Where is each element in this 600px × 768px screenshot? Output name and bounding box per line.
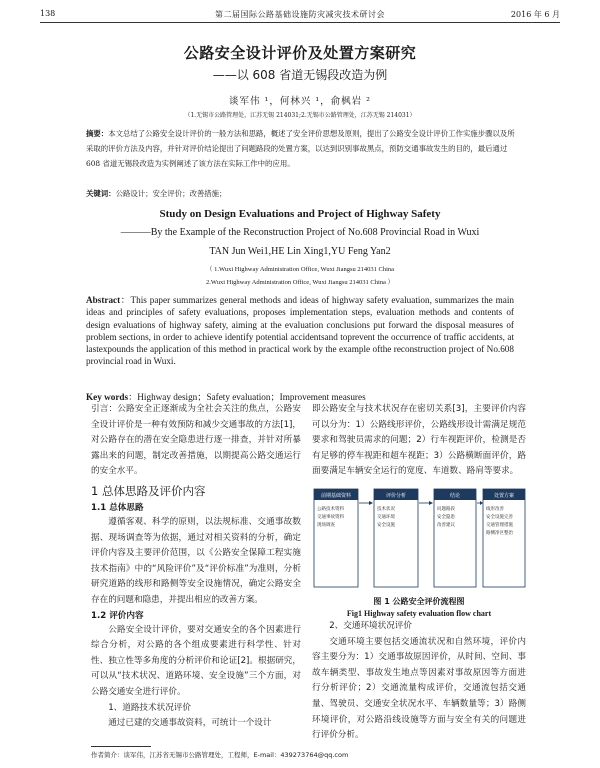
abstract-en-text: ：This paper summarizes general methods and ideas of highway safety evaluation, summarizes the main ideas and principles of safety evaluations, proposes implementation steps, evaluation methods and contents of design evaluations of highway safety, aiming at the evaluation conclusions put forward the disposal measures of problem sections, in order to achieve identify potential accidentsand toprevent the occurrence of traffic accidents, at lastexpounds the application of this method in practical work by the example ofthe reconstruction project of No.608 provincial road in Wuxi. xyxy=(86,295,514,367)
paragraph-evaluation-content: 公路安全设计评价，要对交通安全的各个因素进行综合分析，对公路的各个组成要素进行科学性、针对性、独立性等多角度的分析评价和论证[2]。根据研究，可以从“技术状况、道路环境、安全设施”三个方面，对公路交通安全进行评价。 xyxy=(91,624,301,697)
flow-box-4-item-3: 交通管理措施 xyxy=(486,522,513,528)
paragraph-road-technical: 通过已建的交通事故资料，可统计一个设计 xyxy=(108,718,272,729)
affiliations-cn: （1.无锡市公路管理处，江苏无锡 214031;2.无锡市公路管理处，江苏无锡 214031） xyxy=(184,112,416,119)
flow-arrowhead-1 xyxy=(369,501,373,505)
authors-en: TAN Jun Wei1,HE Lin Xing1,YU Feng Yan2 xyxy=(209,246,391,257)
affiliation-en-2: 2.Wuxi Highway Administration Office, Wuxi Jiangsu 214031 China ） xyxy=(205,279,395,286)
abstract-cn xyxy=(86,126,516,171)
abstract-cn-text: 本文总结了公路安全设计评价的一般方法和思路，概述了安全评价思想及原则，提出了公路安全设计评价工作实施步骤以及所采取的评价方法及内容，并针对评价结论提出了问题路段的处置方案，以达到识别事故黑点，预防交通事故发生的目的，最后通过 608 省道无锡段改造为实例阐述了该方法在实际工作中的应用。 xyxy=(86,129,515,168)
section-heading-1: 1 总体思路及评价内容 xyxy=(91,483,206,498)
keywords-en xyxy=(86,389,514,403)
running-header xyxy=(40,9,560,23)
flow-box-4 xyxy=(483,489,525,587)
page-number: 138 xyxy=(40,9,56,18)
flow-box-4-item-2: 安全设施完善 xyxy=(486,514,513,520)
flow-box-3-item-2: 安全隐患 xyxy=(437,514,455,520)
flow-box-2-title: 评价分析 xyxy=(385,492,407,499)
body-column-right xyxy=(312,402,526,744)
keywords-cn-text: 公路设计；安全评价；改善措施； xyxy=(115,189,227,198)
abstract-en xyxy=(86,294,514,368)
flowchart-figure xyxy=(312,483,526,595)
item-heading-traffic-environment: 2、交通环境状况评价 xyxy=(329,620,412,631)
subsection-heading-1-1: 1.1 总体思路 xyxy=(91,502,144,513)
publication-date: 2016 年 6 月 xyxy=(510,10,560,19)
flowchart-svg xyxy=(312,483,526,595)
flow-box-1-item-3: 现场调查 xyxy=(317,522,335,528)
flow-box-1-title: 前期基础资料 xyxy=(320,492,352,499)
flow-box-3 xyxy=(434,489,476,587)
flow-box-2-item-2: 交通环境 xyxy=(377,514,395,520)
flow-box-1-item-1: 公路技术资料 xyxy=(317,506,344,512)
authors-cn: 谈军伟 ¹，何林兴 ¹，俞枫岩 ² xyxy=(229,96,371,107)
body-column-left xyxy=(91,402,301,732)
flow-box-1 xyxy=(314,489,358,587)
keywords-cn-label: 关键词： xyxy=(86,189,116,198)
paper-title-cn: 公路安全设计评价及处置方案研究 xyxy=(183,44,417,62)
figure-caption-en: Fig1 Highway safety evaluation flow chart xyxy=(346,608,492,618)
subsection-heading-1-2: 1.2 评价内容 xyxy=(91,610,144,621)
flow-box-2-item-3: 安全设施 xyxy=(377,522,395,528)
affiliation-en-1: （ 1.Wuxi Highway Administration Office, Wuxi Jiangsu 214031 China xyxy=(205,266,395,273)
conference-name: 第二届国际公路基础设施防灾减灾技术研讨会 xyxy=(215,10,385,19)
item-heading-road-technical: 1、道路技术状况评价 xyxy=(108,702,191,713)
keywords-en-label: Key words xyxy=(86,392,129,402)
flow-box-2 xyxy=(374,489,418,587)
flow-box-3-item-1: 问题路段 xyxy=(437,506,455,512)
flow-box-4-title: 处置方案 xyxy=(493,492,515,499)
author-footnote: 作者简介：谈军伟，江苏省无锡市公路管理处，工程师，E-mail：439273764@qq.com xyxy=(91,751,349,759)
keywords-en-text: ：Highway design；Safety evaluation；Improvement measures xyxy=(128,392,366,402)
flow-box-3-item-3: 改善建议 xyxy=(437,522,455,528)
figure-caption-cn: 图 1 公路安全评价流程图 xyxy=(373,596,465,606)
flow-box-3-title: 结论 xyxy=(449,492,461,499)
flow-arrowhead-3 xyxy=(480,501,483,505)
flow-box-4-item-1: 线形改善 xyxy=(486,506,504,512)
flow-box-1-item-2: 交通事故资料 xyxy=(317,514,344,520)
keywords-cn xyxy=(86,188,516,199)
abstract-en-label: Abstract xyxy=(86,295,121,305)
paper-subtitle-cn: ——以 608 省道无锡段改造为例 xyxy=(212,68,388,82)
abstract-cn-label: 摘要： xyxy=(86,129,109,138)
paragraph-traffic-environment: 交通环境主要包括交通流状况和自然环境，评价内容主要分为：1）交通事故原因评价，从时间、空间、事故车辆类型、事故发生地点等因素对事故原因等方面进行分析评价；2）交通流量构成评价，交通流包括交通量、驾驶员、交通安全状况水平、车辆数量等；3）路侧环境评价，对公路沿线设施等方面与安全有关的问题进行评价分析。 xyxy=(312,636,526,741)
paragraph-general-approach: 遵循客观、科学的原则，以法规标准、交通事故数据、现场调查等为依据，通过对相关资料的分析，确定评价内容及主要评价范围，以《公路安全保障工程实施技术指南》中的“风险评价”及“评价标准”为准则，分析研究道路的线形和路侧等安全设施情况，确定公路安全存在的问题和隐患，并提出相应的改善方案。 xyxy=(91,516,301,605)
paper-title-en: Study on Design Evaluations and Project of Highway Safety xyxy=(159,208,441,220)
flow-box-4-item-4: 路侧净区整治 xyxy=(486,530,513,536)
intro-paragraph: 引言：公路安全正逐渐成为全社会关注的焦点，公路安全设计评价是一种有效预防和减少交通事故的方法[1]，对公路存在的潜在安全隐患进行逐一排查，并针对所暴露出来的问题，制定改善措施，以期提高公路交通运行的安全水平。 xyxy=(91,404,301,477)
paper-subtitle-en: ———By the Example of the Reconstruction Project of No.608 Provincial Road in Wuxi xyxy=(120,227,480,238)
footnote-rule xyxy=(91,746,151,747)
flow-arrowhead-2 xyxy=(429,501,433,505)
paragraph-technical-status: 即公路安全与技术状况存在密切关系[3]，主要评价内容可以分为：1）公路线形评价，公路线形设计需满足规范要求和驾驶员需求的问题；2）行车视距评价，检测是否有足够的停车视距和超车视距；3）公路横断面评价，路面要满足车辆安全运行的宽度、车道数、路肩等要求。 xyxy=(312,404,526,477)
flow-box-2-item-1: 技术状况 xyxy=(377,506,395,512)
